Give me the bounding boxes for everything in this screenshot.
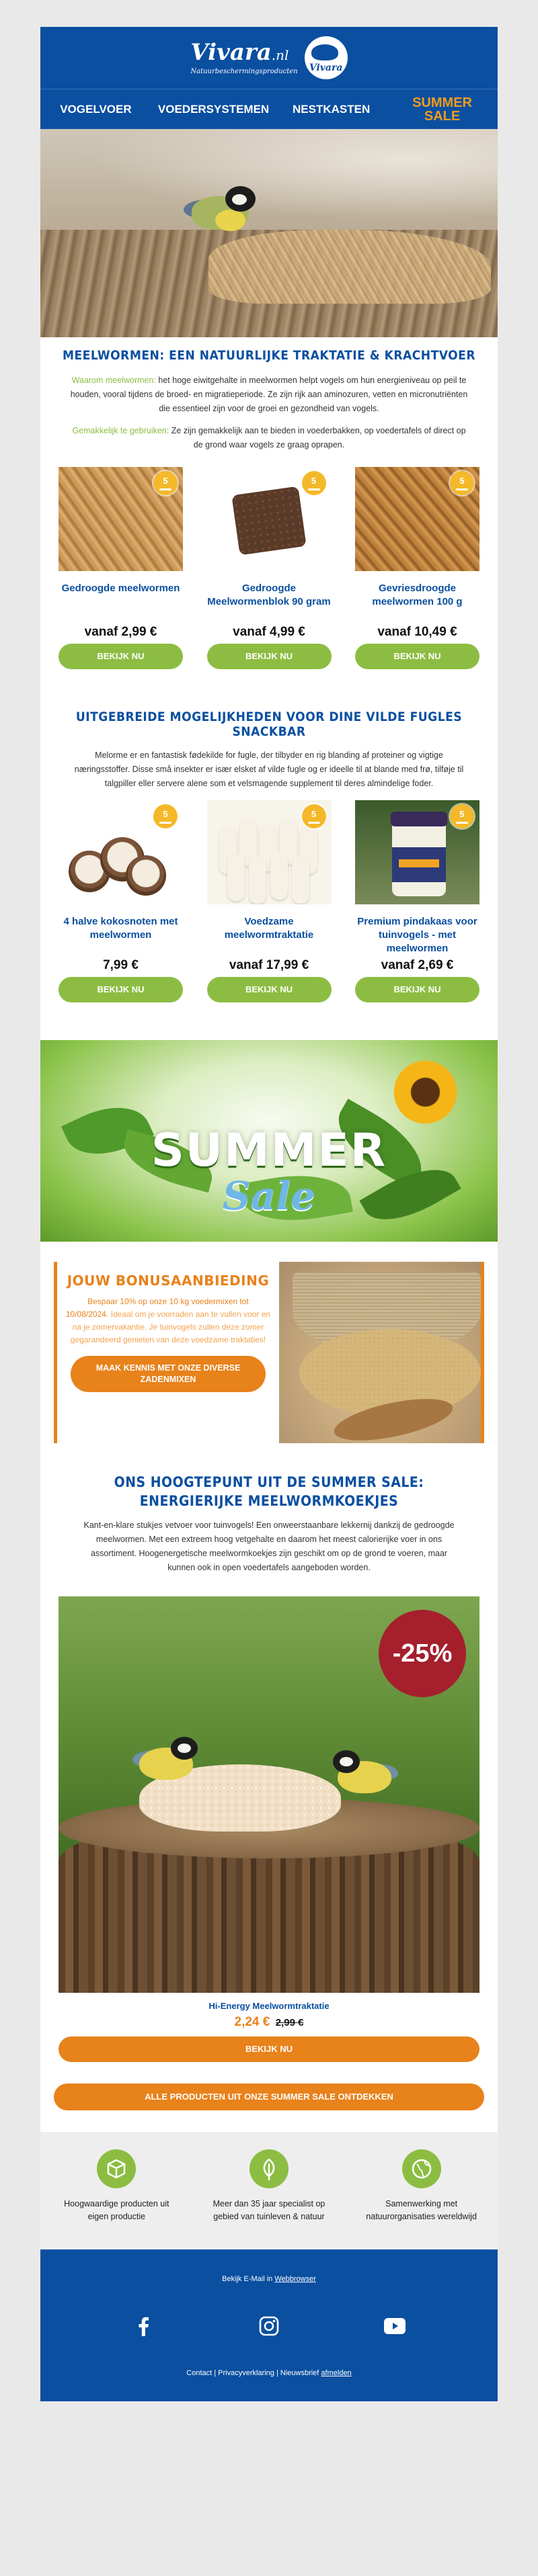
- nav-summer-sale[interactable]: SUMMER SALE: [412, 95, 472, 124]
- facebook-icon[interactable]: [131, 2314, 155, 2338]
- rating-badge: 5: [153, 804, 178, 828]
- product-price: vanaf 4,99 €: [233, 625, 305, 639]
- usp-bar: [40, 2132, 498, 2249]
- social-links: [81, 2314, 457, 2338]
- section1-lead1: Waarom meelwormen:: [71, 376, 156, 385]
- highlight-view-button[interactable]: BEKIJK NU: [59, 2036, 479, 2062]
- sale-word: Sale: [222, 1173, 316, 1219]
- youtube-icon[interactable]: [383, 2314, 407, 2338]
- product-card[interactable]: [59, 467, 183, 669]
- product-image[interactable]: [355, 800, 479, 904]
- product-name[interactable]: Premium pindakaas voor tuinvogels - met meelwormen: [357, 916, 477, 954]
- product-name[interactable]: 4 halve kokosnoten met meelwormen: [63, 916, 178, 941]
- discount-badge: -25%: [379, 1610, 466, 1697]
- product-card[interactable]: [355, 800, 479, 1002]
- usp-item: [52, 2149, 180, 2249]
- usp-text: Hoogwaardige producten uit eigen productie: [64, 2199, 169, 2221]
- highlight-text: Kant-en-klare stukjes vetvoer voor tuinvogels! Een onweerstaanbare lekkernij dankzij de gedroogde meelwormen. Met een extreem hoog vetgehalte en daarom het meest calorierijke voer in ons assortiment. Hoogenergetische meelwormkoekjes zijn geschikt om op de grond te voeren, maar kunnen ook in open voedertafels aangeboden worden.: [83, 1520, 455, 1572]
- bonus-title: JOUW BONUSAANBIEDING: [67, 1273, 270, 1289]
- view-now-button[interactable]: BEKIJK NU: [355, 644, 479, 669]
- box-icon: [97, 2149, 136, 2188]
- view-now-button[interactable]: BEKIJK NU: [207, 977, 332, 1002]
- product-image[interactable]: [59, 800, 183, 904]
- footer: [40, 2249, 498, 2401]
- product-price: 7,99 €: [103, 958, 139, 972]
- logo-bird-icon: [305, 36, 348, 79]
- old-price: 2,99 €: [275, 2017, 304, 2028]
- product-price: vanaf 17,99 €: [229, 958, 309, 972]
- globe-icon: [402, 2149, 441, 2188]
- section1-text2: Ze zijn gemakkelijk aan te bieden in voederbakken, op voedertafels of direct op de grond waar vogels ze graag oprapen.: [169, 426, 466, 449]
- logo-tagline: Natuurbeschermingsproducten: [190, 67, 298, 75]
- product-name[interactable]: Voedzame meelwormtraktatie: [224, 916, 314, 941]
- bonus-offer: [54, 1262, 484, 1443]
- highlight-product-image[interactable]: [59, 1596, 479, 1993]
- product-image[interactable]: [207, 800, 332, 904]
- section1-title: MEELWORMEN: EEN NATUURLIJKE TRAKTATIE & KRACHTVOER: [62, 348, 476, 363]
- great-tit-bird: [178, 179, 259, 233]
- rating-badge: 5: [302, 804, 326, 828]
- bonus-text-a: Bespaar 10% op onze 10 kg voedermixen tot 10/08/2024.: [65, 1297, 249, 1319]
- summer-word: SUMMER: [151, 1124, 387, 1177]
- rating-badge: 5: [153, 471, 178, 495]
- view-text: Bekijk E-Mail in: [222, 2275, 275, 2283]
- rating-badge: 5: [450, 471, 474, 495]
- instagram-icon[interactable]: [257, 2314, 281, 2338]
- bonus-content: [57, 1262, 279, 1443]
- webbrowser-link[interactable]: Webbrowser: [274, 2275, 316, 2283]
- product-price: vanaf 2,69 €: [381, 958, 454, 972]
- section1-intro: [40, 363, 498, 452]
- email-container: [40, 27, 498, 2401]
- seed-mixes-button[interactable]: MAAK KENNIS MET ONZE DIVERSE ZADENMIXEN: [71, 1356, 266, 1392]
- bonus-text-b: Ideaal om je voorraden aan te vullen voor en na je zomervakantie. Je tuinvogels zullen deze zomer gegarandeerd genieten van deze voedzame traktaties!: [70, 1310, 271, 1344]
- product-name[interactable]: Gedroogde meelwormen: [61, 583, 180, 594]
- product-card[interactable]: [207, 467, 332, 669]
- rating-badge: 5: [450, 804, 474, 828]
- highlight-product-name[interactable]: Hi-Energy Meelwormtraktatie: [208, 2001, 330, 2011]
- product-name[interactable]: Gevriesdroogde meelwormen 100 g: [372, 583, 463, 607]
- product-price: vanaf 10,49 €: [377, 625, 457, 639]
- unsubscribe-link[interactable]: afmelden: [321, 2369, 352, 2377]
- logo-brand: Vivara: [190, 38, 272, 66]
- hero-image[interactable]: [40, 129, 498, 337]
- main-nav: [40, 89, 498, 129]
- new-price: 2,24 €: [234, 2015, 270, 2029]
- logo[interactable]: [190, 38, 298, 75]
- logo-tld: .nl: [271, 46, 289, 63]
- summer-sale-banner[interactable]: [40, 1040, 498, 1242]
- section1-text1: het hoge eiwitgehalte in meelwormen helpt vogels om hun energieniveau op peil te houden, vooral tijdens de broed- en migratieperiode. Ze zijn rijk aan aminozuren, vetten en micronutriënten die essentieel zijn voor de groei en gezondheid van vogels.: [70, 376, 468, 413]
- product-image[interactable]: [59, 467, 183, 571]
- view-now-button[interactable]: BEKIJK NU: [355, 977, 479, 1002]
- product-grid-1: [40, 467, 498, 669]
- nav-voedersystemen[interactable]: VOEDERSYSTEMEN: [157, 102, 270, 116]
- bird-right: [328, 1748, 401, 1798]
- nav-vogelvoer[interactable]: VOGELVOER: [60, 102, 132, 116]
- footer-links: [40, 2369, 498, 2377]
- product-name[interactable]: Gedroogde Meelwormenblok 90 gram: [207, 583, 331, 607]
- section2-title: UITGEBREIDE MOGELIJKHEDEN VOOR DINE VILDE FUGLES SNACKBAR: [75, 710, 463, 739]
- usp-item: [205, 2149, 333, 2249]
- view-now-button[interactable]: BEKIJK NU: [59, 977, 183, 1002]
- product-image[interactable]: [207, 467, 332, 571]
- section2-text: [40, 739, 498, 791]
- product-grid-2: [40, 800, 498, 1002]
- highlight-title-2: ENERGIERIJKE MEELWORMKOEKJES: [139, 1493, 399, 1509]
- section1-lead2: Gemakkelijk te gebruiken:: [72, 426, 169, 435]
- product-card[interactable]: [355, 467, 479, 669]
- bird-left: [129, 1734, 203, 1785]
- highlight-price: [40, 2015, 498, 2030]
- product-card[interactable]: [59, 800, 183, 1002]
- summer-sale-text: [40, 1040, 498, 1219]
- view-in-browser: [40, 2275, 498, 2283]
- nav-nestkasten[interactable]: NESTKASTEN: [293, 102, 371, 116]
- usp-item: [358, 2149, 486, 2249]
- highlight-title: [40, 1473, 498, 1510]
- footer-links-text[interactable]: Contact | Privacyverklaring | Nieuwsbrief: [186, 2369, 321, 2377]
- highlight-title-1: ONS HOOGTEPUNT UIT DE SUMMER SALE:: [114, 1474, 424, 1490]
- rating-badge: 5: [302, 471, 326, 495]
- leaf-icon: [249, 2149, 289, 2188]
- product-card[interactable]: [207, 800, 332, 1002]
- usp-text: Samenwerking met natuurorganisaties wereldwijd: [366, 2199, 477, 2221]
- view-now-button[interactable]: BEKIJK NU: [207, 644, 332, 669]
- section2-paragraph: Melorme er en fantastisk fødekilde for fugle, der tilbyder en rig blanding af proteiner og vigtige næringsstoffer. Disse små insekter er især elsket af vilde fugle og er ideelle til at blande med frø, tilføje til talgpiller eller servere alene som et velsmagende supplement til deres almindelige foder.: [74, 750, 464, 788]
- bonus-image[interactable]: [279, 1262, 481, 1443]
- usp-text: Meer dan 35 jaar specialist op gebied van tuinleven & natuur: [213, 2199, 325, 2221]
- view-now-button[interactable]: BEKIJK NU: [59, 644, 183, 669]
- header: [40, 27, 498, 89]
- all-sale-products-button[interactable]: ALLE PRODUCTEN UIT ONZE SUMMER SALE ONTDEKKEN: [54, 2084, 484, 2110]
- logo-disc-text: Vivara: [309, 62, 343, 73]
- product-image[interactable]: [355, 467, 479, 571]
- product-price: vanaf 2,99 €: [84, 625, 157, 639]
